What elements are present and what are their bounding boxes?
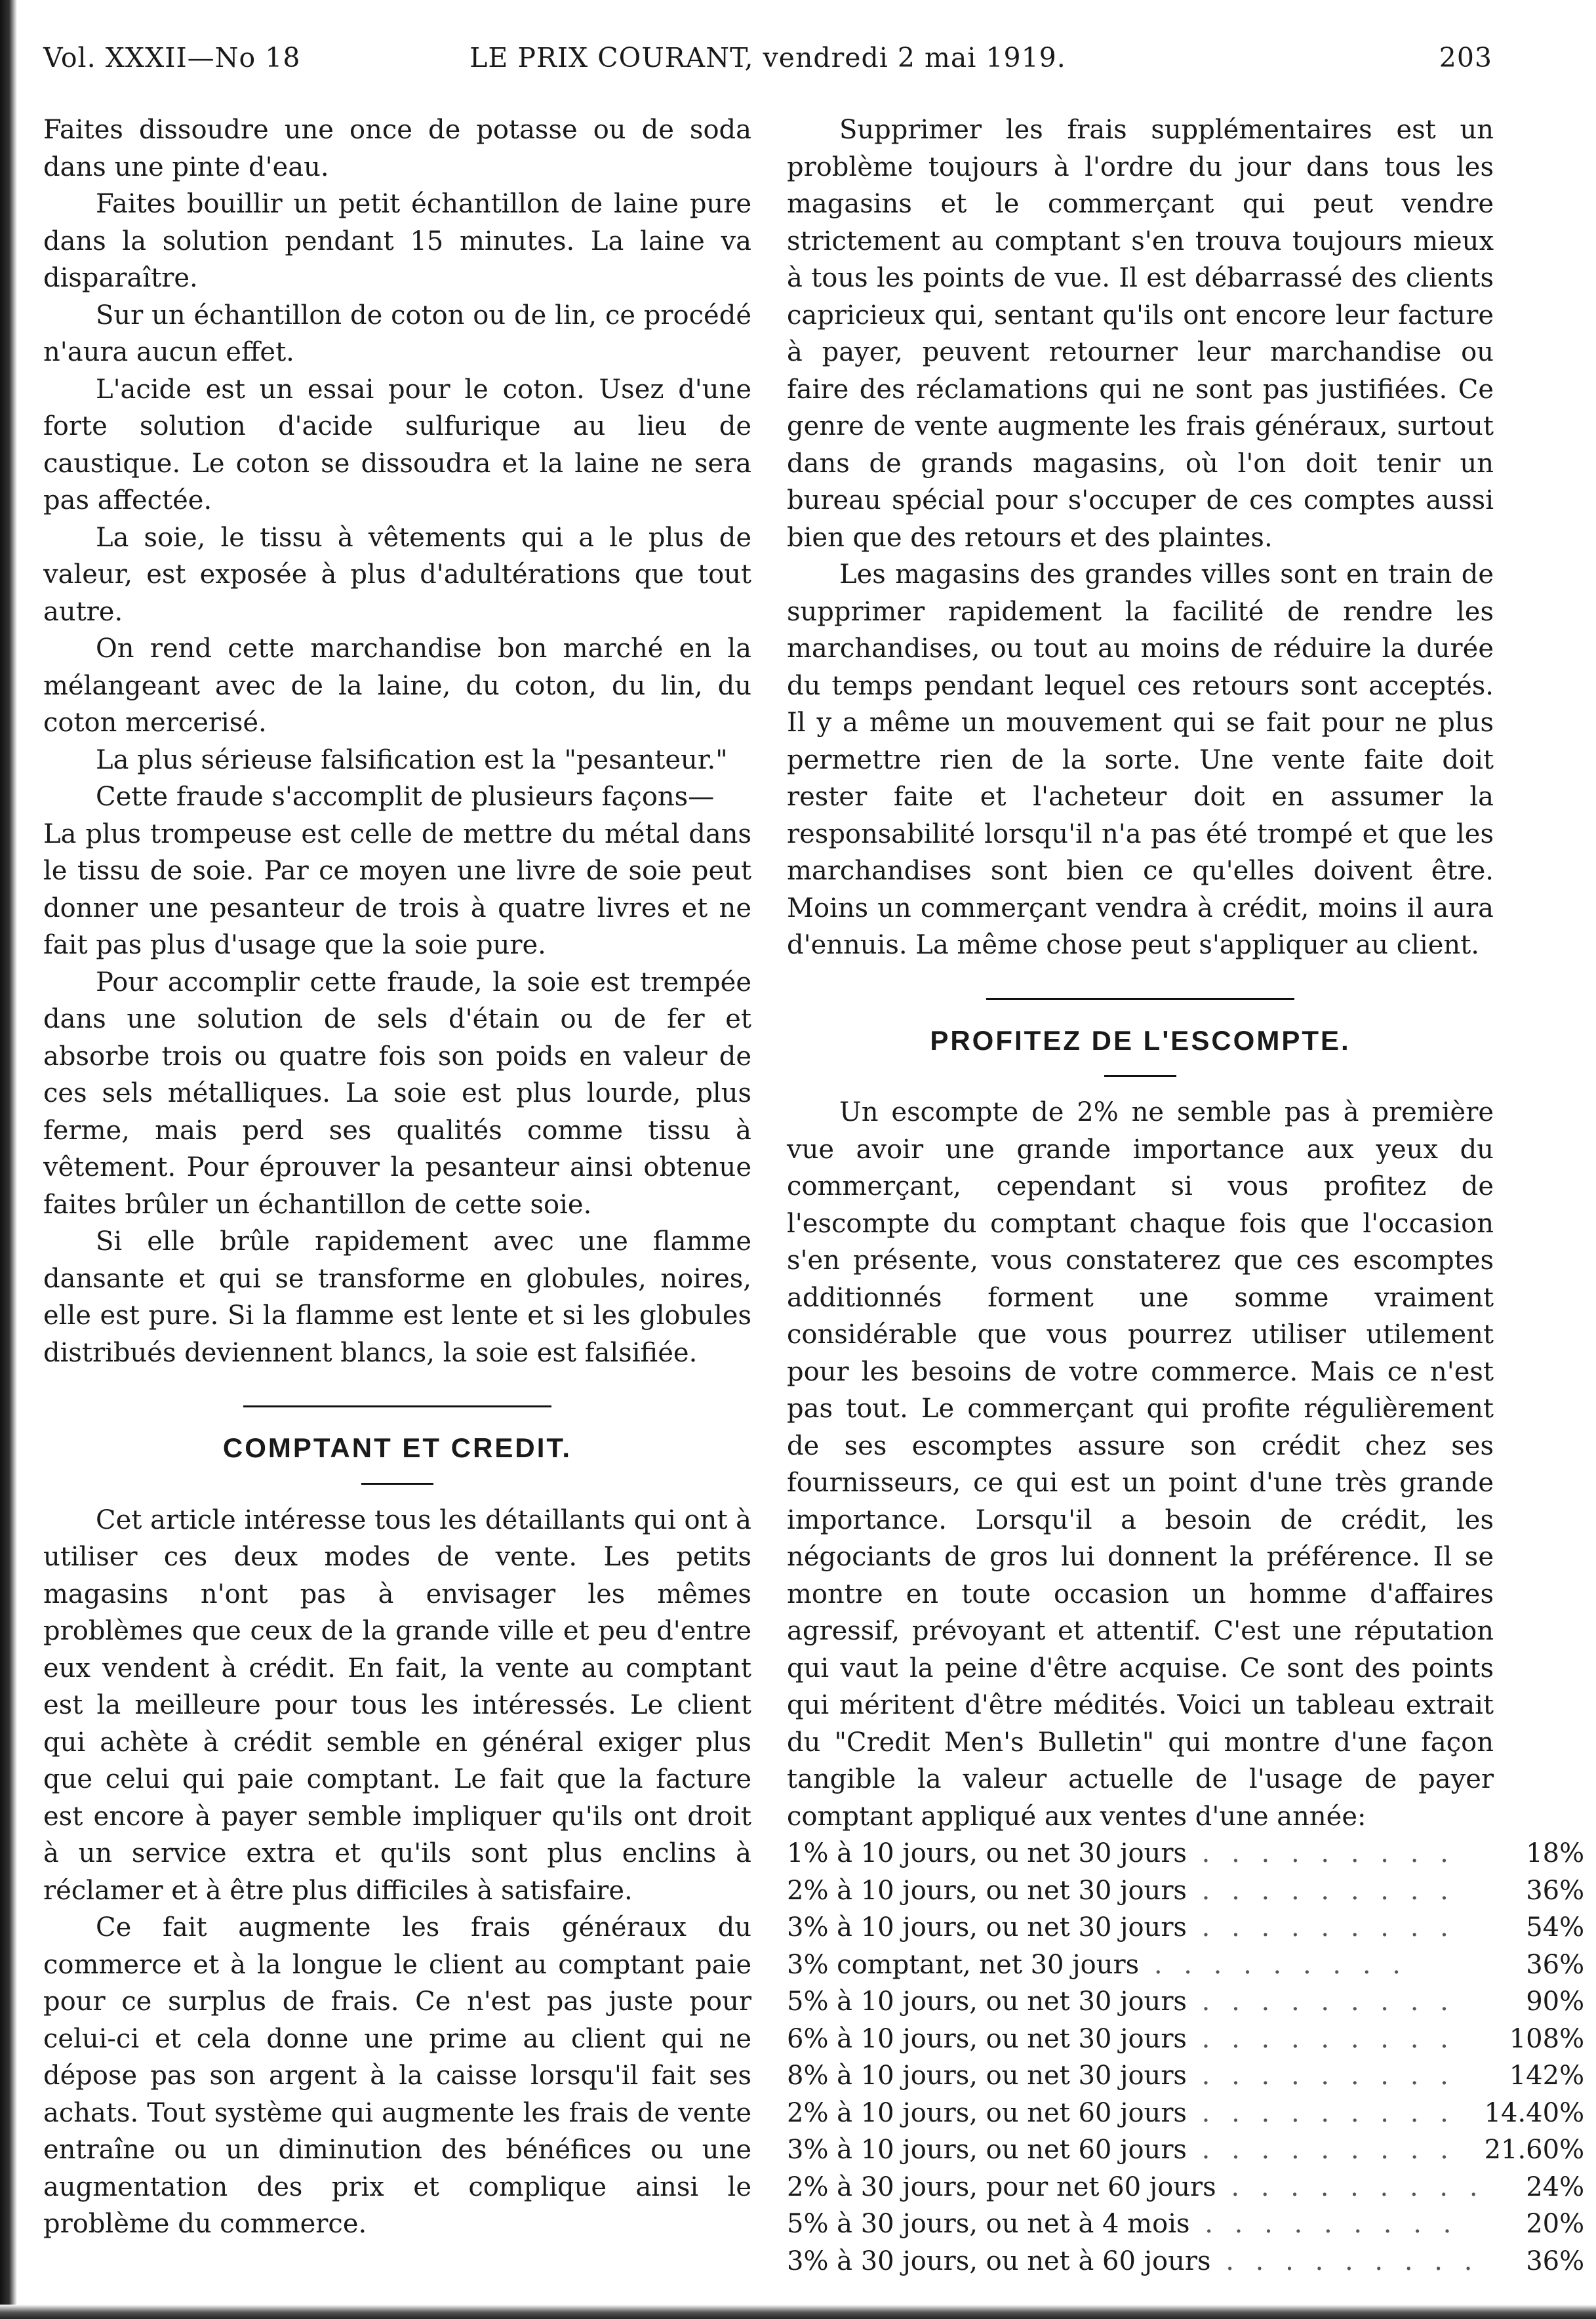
heading-underline <box>361 1483 433 1485</box>
paragraph: Si elle brûle rapidement avec une flamme dansante et qui se transforme en globules, noires, elle est pure. Si la flamme est lente et si les globules distribués deviennent blancs, la soie est falsifiée. <box>43 1226 751 1368</box>
rate-value: 21.60% <box>1484 2135 1585 2165</box>
rate-terms <box>787 2206 1485 2243</box>
rate-terms-text: 2% à 10 jours, ou net 30 jours <box>787 1875 1187 1906</box>
table-row <box>787 1946 1584 1984</box>
table-row <box>787 1909 1584 1946</box>
rate-terms-text: 3% à 10 jours, ou net 30 jours <box>787 1912 1187 1943</box>
rate-terms-text: 2% à 10 jours, ou net 60 jours <box>787 2097 1187 2128</box>
paragraph: Les magasins des grandes villes sont en train de supprimer rapidement la facilité de rendre les marchandises, ou tout au moins de réduire la durée du temps pendant lequel ces retours sont acceptés. Il y a même un mouvement qui se fait pour ne plus permettre rien de la sorte. Une vente faite doit rester faite et l'acheteur doit en assumer la responsabilité lorsqu'il n'a pas été trompé et que les marchandises sont bien ce qu'elles doivent être. Moins un commerçant vendra à crédit, moins il aura d'ennuis. La même chose peut s'appliquer au client. <box>787 559 1494 960</box>
rate-terms <box>787 1983 1485 2021</box>
leader-dots: . . . . . . . . . <box>1186 2097 1455 2128</box>
rate-terms <box>787 2169 1485 2206</box>
left-column <box>43 111 751 2243</box>
rate-value: 20% <box>1526 2209 1585 2239</box>
table-row <box>787 1872 1584 1910</box>
paragraph: Pour accomplir cette fraude, la soie est trempée dans une solution de sels d'étain ou de fer et absorbe trois ou quatre fois son poids en valeur de ces sels métalliques. La soie est plus lourde, plus ferme, mais perd ses qualités comme tissu à vêtement. Pour éprouver la pesanteur ainsi obtenue faites brûler un échantillon de cette soie. <box>43 967 751 1220</box>
right-column <box>787 111 1585 2280</box>
paragraph: Un escompte de 2% ne semble pas à première vue avoir une grande importance aux yeux du commerçant, cependant si vous profitez de l'escompte du comptant chaque fois que l'occasion s'en présente, vous constaterez que ces escomptes additionnés forment une somme vraiment considérable que vous pourrez utiliser utilement pour les besoins de votre commerce. Mais ce n'est pas tout. Le commerçant qui profite régulièrement de ses escomptes assure son crédit chez ses fournisseurs, ce qui est un point d'une très grande importance. Lorsqu'il a besoin de crédit, les négociants de gros lui donnent la préférence. Il se montre en toute occasion un homme d'affaires agressif, prévoyant et attentif. C'est une réputation qui vaut la peine d'être acquise. Ce sont des points qui méritent d'être médités. Voici un tableau extrait du "Credit Men's Bulletin" qui montre d'une façon tangible la valeur actuelle de l'usage de payer comptant appliqué aux ventes d'une année: <box>787 1097 1494 1832</box>
table-row <box>787 1835 1584 1872</box>
rate-value: 18% <box>1526 1838 1585 1868</box>
table-row <box>787 2057 1584 2095</box>
leader-dots: . . . . . . . . . <box>1186 1838 1455 1868</box>
volume-number: Vol. XXXII—No 18 <box>43 42 301 73</box>
section-divider <box>243 1405 551 1407</box>
rate-terms <box>787 2057 1485 2095</box>
rate-terms <box>787 2095 1485 2132</box>
paragraph: La plus trompeuse est celle de mettre du métal dans le tissu de soie. Par ce moyen une livre de soie peut donner une pesanteur de trois à quatre livres et ne fait pas plus d'usage que la soie pure. <box>43 818 751 960</box>
paragraph: Cet article intéresse tous les détaillants qui ont à utiliser ces deux modes de vente. Les petits magasins n'ont pas à envisager les mêmes problèmes que ceux de la grande ville et peu d'entre eux vendent à crédit. En fait, la vente au comptant est la meilleure pour tous les intéressés. Le client qui achète à crédit semble en général exiger plus que celui qui paie comptant. Le fait que la facture est encore à payer semble impliquer qu'ils ont droit à un service extra et qu'ils sont plus enclins à réclamer et à être plus difficiles à satisfaire. <box>43 1504 751 1906</box>
table-row <box>787 2095 1584 2132</box>
rate-terms-text: 5% à 30 jours, ou net à 4 mois <box>787 2209 1190 2239</box>
leader-dots: . . . . . . . . . <box>1186 2135 1455 2165</box>
paragraph: La soie, le tissu à vêtements qui a le plus de valeur, est exposée à plus d'adultérations que tout autre. <box>43 522 751 627</box>
rate-terms-text: 3% à 10 jours, ou net 60 jours <box>787 2135 1187 2165</box>
leader-dots: . . . . . . . . . <box>1186 2023 1455 2054</box>
table-row <box>787 2169 1584 2206</box>
paragraph: L'acide est un essai pour le coton. Usez d'une forte solution d'acide sulfurique au lieu de caustique. Le coton se dissoudra et la laine ne sera pas affectée. <box>43 374 751 515</box>
leader-dots: . . . . . . . . . <box>1216 2171 1485 2202</box>
discount-rates-table <box>787 1835 1584 2280</box>
paragraph: Faites dissoudre une once de potasse ou de soda dans une pinte d'eau. <box>43 115 751 182</box>
section-divider <box>986 998 1294 1000</box>
rate-terms <box>787 1909 1485 1946</box>
paragraph: Cette fraude s'accomplit de plusieurs façons— <box>96 782 715 812</box>
rate-value: 90% <box>1526 1986 1585 2017</box>
table-row <box>787 2243 1584 2280</box>
rate-terms-text: 1% à 10 jours, ou net 30 jours <box>787 1838 1187 1868</box>
paragraph: Faites bouillir un petit échantillon de laine pure dans la solution pendant 15 minutes. La laine va disparaître. <box>43 189 751 293</box>
leader-dots: . . . . . . . . . <box>1189 2209 1458 2239</box>
section-heading-escompte: PROFITEZ DE L'ESCOMPTE. <box>930 1024 1351 1056</box>
rate-value: 108% <box>1509 2023 1585 2054</box>
paragraph: On rend cette marchandise bon marché en la mélangeant avec de la laine, du coton, du lin, du coton mercerisé. <box>43 634 751 738</box>
rate-terms <box>787 1872 1485 1910</box>
rate-terms <box>787 1946 1485 1984</box>
rate-terms-text: 8% à 10 jours, ou net 30 jours <box>787 2061 1187 2091</box>
table-row <box>787 2131 1584 2169</box>
leader-dots: . . . . . . . . . <box>1139 1949 1407 1980</box>
rate-terms <box>787 2131 1485 2169</box>
page-header <box>43 42 1492 81</box>
rate-terms-text: 3% comptant, net 30 jours <box>787 1949 1140 1980</box>
scan-page-edge <box>0 0 17 2319</box>
scan-page-bottom <box>0 2305 1596 2319</box>
table-row <box>787 1983 1584 2021</box>
leader-dots: . . . . . . . . . <box>1186 1912 1455 1943</box>
leader-dots: . . . . . . . . . <box>1210 2246 1479 2276</box>
rate-terms <box>787 1835 1485 1872</box>
rate-terms <box>787 2243 1485 2280</box>
section-heading-comptant-credit: COMPTANT ET CREDIT. <box>222 1432 572 1463</box>
rate-terms-text: 2% à 30 jours, pour net 60 jours <box>787 2171 1216 2202</box>
rate-value: 36% <box>1526 1875 1585 1906</box>
rate-value: 142% <box>1509 2061 1585 2091</box>
paragraph: Supprimer les frais supplémentaires est un problème toujours à l'ordre du jour dans tous les magasins et le commerçant qui peut vendre strictement au comptant s'en trouva toujours mieux à tous les points de vue. Il est débarrassé des clients capricieux qui, sentant qu'ils ont encore leur facture à payer, peuvent retourner leur marchandise ou faire des réclamations qui ne sont pas justifiées. Ce genre de vente augmente les frais généraux, surtout dans de grands magasins, où l'on doit tenir un bureau spécial pour s'occuper de ces comptes aussi bien que des retours et des plaintes. <box>787 115 1494 553</box>
leader-dots: . . . . . . . . . <box>1186 1986 1455 2017</box>
table-row <box>787 2206 1584 2243</box>
rate-value: 24% <box>1526 2171 1585 2202</box>
paragraph: Ce fait augmente les frais généraux du commerce et à la longue le client au comptant paie pour ce surplus de frais. Ce n'est pas juste pour celui-ci et cela donne une prime au client qui ne dépose pas son argent à la caisse lorsqu'il fait ses achats. Tout système qui augmente les frais de vente entraîne ou un diminution des bénéfices ou une augmentation des prix et complique ainsi le problème du commerce. <box>43 1912 751 2239</box>
publication-title: LE PRIX COURANT, vendredi 2 mai 1919. <box>469 42 1066 73</box>
rate-value: 36% <box>1526 2246 1585 2276</box>
rate-value: 36% <box>1526 1949 1585 1980</box>
rate-value: 54% <box>1526 1912 1585 1943</box>
leader-dots: . . . . . . . . . <box>1186 1875 1455 1906</box>
leader-dots: . . . . . . . . . <box>1186 2061 1455 2091</box>
rate-value: 14.40% <box>1484 2097 1585 2128</box>
heading-underline <box>1104 1075 1176 1077</box>
rate-terms-text: 6% à 10 jours, ou net 30 jours <box>787 2023 1187 2054</box>
paragraph: Sur un échantillon de coton ou de lin, ce procédé n'aura aucun effet. <box>43 300 751 367</box>
rate-terms-text: 5% à 10 jours, ou net 30 jours <box>787 1986 1187 2017</box>
rate-terms-text: 3% à 30 jours, ou net à 60 jours <box>787 2246 1211 2276</box>
table-row <box>787 2021 1584 2058</box>
paragraph: La plus sérieuse falsification est la "pesanteur." <box>96 744 728 775</box>
rate-terms <box>787 2021 1485 2058</box>
page-number: 203 <box>1439 42 1492 73</box>
